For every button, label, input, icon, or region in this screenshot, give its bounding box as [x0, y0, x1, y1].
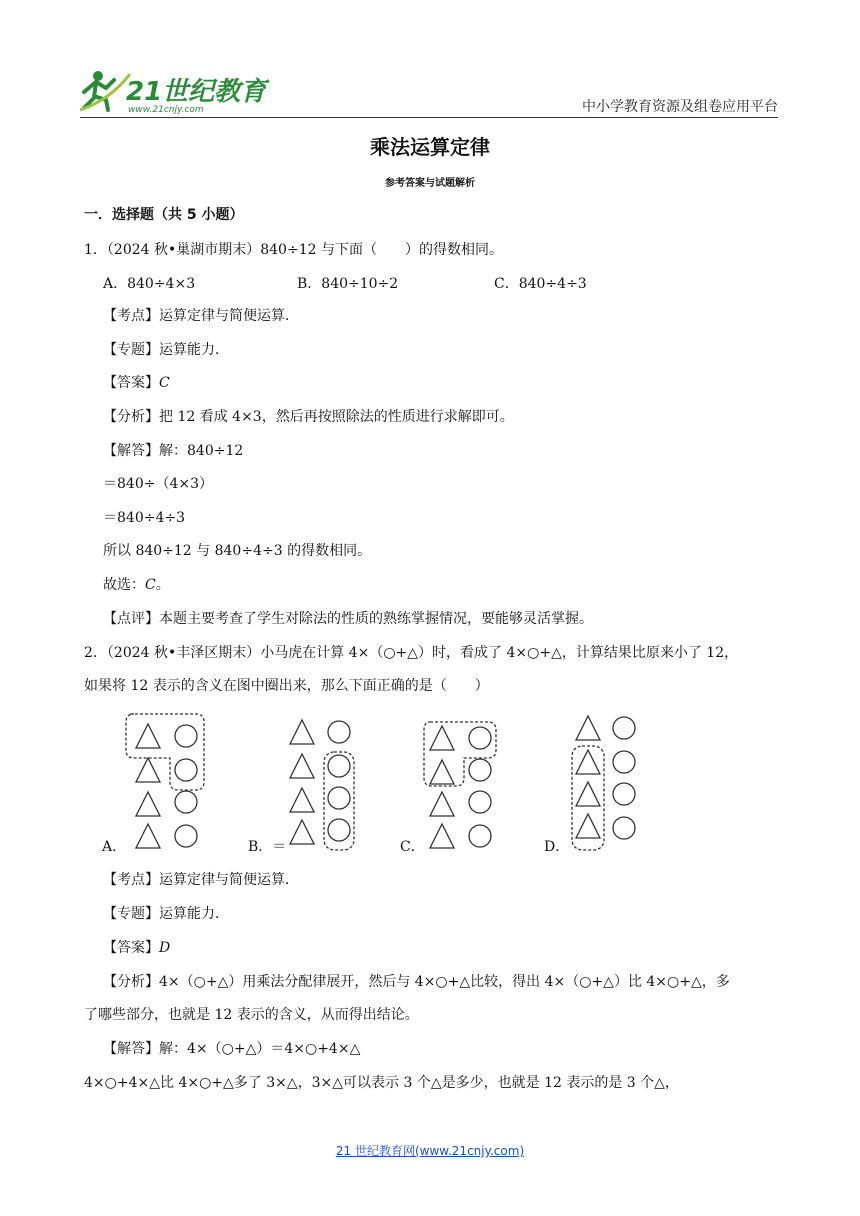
circle-icon	[469, 727, 491, 749]
circle-icon	[175, 825, 197, 847]
q1-kaodian: 【考点】运算定律与简便运算．	[103, 308, 299, 324]
q1-conclusion: 所以 840÷12 与 840÷4÷3 的得数相同。	[103, 543, 372, 559]
triangle-icon	[430, 824, 454, 848]
q1-option-a: A．840÷4×3	[103, 276, 196, 292]
triangle-icon	[290, 720, 314, 744]
figure-a	[126, 714, 204, 848]
circle-icon	[328, 755, 350, 777]
triangle-icon	[576, 716, 600, 740]
q1-dianping: 【点评】本题主要考查了学生对除法的性质的熟练掌握情况，要能够灵活掌握。	[103, 611, 593, 627]
circle-icon	[469, 825, 491, 847]
triangle-icon	[576, 814, 600, 838]
q1-guxuan-line	[103, 575, 170, 595]
q2-figures-svg	[84, 704, 684, 864]
q1-option-c: C．840÷4÷3	[494, 276, 587, 292]
runner-icon	[80, 71, 130, 110]
q2-zhuanti: 【专题】运算能力．	[103, 906, 229, 922]
circle-icon	[613, 717, 635, 739]
q1-fenxi: 【分析】把 12 看成 4×3，然后再按照除法的性质进行求解即可。	[103, 409, 514, 425]
q2-kaodian: 【考点】运算定律与简便运算．	[103, 872, 299, 888]
q2-answer-line	[103, 938, 170, 958]
circle-icon	[613, 783, 635, 805]
figure-b-label: B．＝	[248, 839, 287, 855]
triangle-icon	[290, 820, 314, 844]
triangle-icon	[430, 726, 454, 750]
section-heading: 一．选择题（共 5 小题）	[84, 207, 244, 223]
figure-c-outline	[424, 722, 496, 786]
q1-option-b: B．840÷10÷2	[297, 276, 399, 292]
q2-answer-value: D	[159, 940, 171, 956]
circle-icon	[175, 791, 197, 813]
platform-name: 中小学教育资源及组卷应用平台	[582, 99, 778, 115]
circle-icon	[175, 759, 197, 781]
q2-fenxi-line2: 了哪些部分，也就是 12 表示的含义，从而得出结论。	[84, 1007, 419, 1023]
q1-answer-label: 【答案】	[103, 375, 159, 391]
header-divider	[80, 117, 778, 118]
triangle-icon	[136, 724, 160, 748]
q1-guxuan-end: 。	[155, 577, 170, 593]
figure-c-label: C．	[400, 839, 425, 855]
q2-stem-line2: 如果将 12 表示的含义在图中圈出来，那么下面正确的是（ ）	[84, 678, 489, 694]
q1-step1: ＝840÷（4×3）	[103, 476, 213, 492]
site-logo	[80, 66, 267, 116]
circle-icon	[469, 791, 491, 813]
triangle-icon	[430, 760, 454, 784]
q2-fenxi-line1: 【分析】4×（○+△）用乘法分配律展开，然后与 4×○+△比较，得出 4×（○+△）比 4×○+△，多	[103, 974, 730, 990]
figure-d-label: D．	[544, 839, 570, 855]
q2-jieda: 【解答】解：4×（○+△）＝4×○+4×△	[103, 1041, 361, 1057]
q2-answer-label: 【答案】	[103, 940, 159, 956]
q1-step2: ＝840÷4÷3	[103, 510, 185, 526]
logo-text: 21世纪教育	[126, 77, 267, 107]
triangle-icon	[576, 782, 600, 806]
q1-zhuanti: 【专题】运算能力．	[103, 342, 229, 358]
figure-d-outline	[572, 746, 604, 850]
q1-answer-line	[103, 373, 170, 393]
triangle-icon	[430, 792, 454, 816]
triangle-icon	[290, 788, 314, 812]
triangle-icon	[290, 754, 314, 778]
footer-link[interactable]: 21 世纪教育网(www.21cnjy.com)	[335, 1144, 525, 1158]
circle-icon	[613, 817, 635, 839]
figure-d	[572, 716, 635, 850]
circle-icon	[175, 725, 197, 747]
q1-guxuan-value: C	[145, 577, 156, 593]
circle-icon	[328, 819, 350, 841]
page-title: 乘法运算定律	[370, 135, 490, 159]
circle-icon	[469, 759, 491, 781]
circle-icon	[613, 751, 635, 773]
circle-icon	[328, 787, 350, 809]
page-subtitle: 参考答案与试题解析	[385, 178, 475, 189]
triangle-icon	[576, 750, 600, 774]
triangle-icon	[136, 824, 160, 848]
figure-c	[424, 722, 496, 848]
q1-stem: 1．（2024 秋•巢湖市期末）840÷12 与下面（ ）的得数相同。	[84, 242, 503, 258]
q1-guxuan-label: 故选：	[103, 577, 145, 593]
circle-icon	[328, 721, 350, 743]
figure-b	[290, 720, 354, 850]
q1-answer-value: C	[159, 375, 170, 391]
figure-a-label: A．	[102, 839, 127, 855]
q2-step1: 4×○+4×△比 4×○+△多了 3×△，3×△可以表示 3 个△是多少，也就是 12 表示的是 3 个△，	[84, 1075, 679, 1091]
q2-stem-line1: 2．（2024 秋•丰泽区期末）小马虎在计算 4×（○+△）时，看成了 4×○+△，计算结果比原来小了 12，	[84, 645, 739, 661]
triangle-icon	[136, 792, 160, 816]
triangle-icon	[136, 758, 160, 782]
logo-url: www.21cnjy.com	[128, 105, 204, 115]
q2-figures	[84, 704, 684, 864]
q1-jieda: 【解答】解：840÷12	[103, 443, 244, 459]
